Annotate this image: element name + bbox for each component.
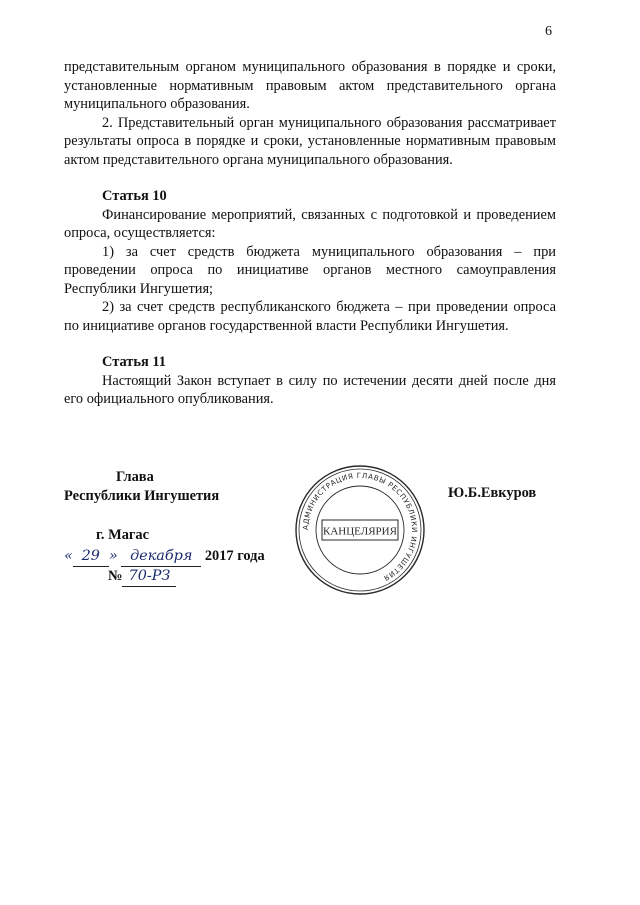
paragraph-6: Настоящий Закон вступает в силу по истечении десяти дней после дня его официального опубликования. (64, 372, 556, 407)
date-year: 2017 года (204, 548, 265, 564)
paragraph-3: Финансирование мероприятий, связанных с подготовкой и проведением опроса, осуществляется: (64, 206, 556, 241)
signing-date (64, 547, 265, 567)
paragraph-4: 1) за счет средств бюджета муниципального образования – при проведении опроса по инициативе органов местного самоуправления Республики Ингушетия; (64, 243, 556, 297)
number-prefix: № (108, 568, 123, 584)
number-value: 70-РЗ (122, 567, 176, 587)
page-number: 6 (545, 24, 552, 39)
article-10-title: Статья 10 (102, 188, 167, 204)
seal-graphic (292, 462, 428, 598)
article-11-title: Статья 11 (102, 354, 166, 370)
paragraph-5: 2) за счет средств республиканского бюджета – при проведении опроса по инициативе органов государственной власти Республики Ингушетия. (64, 299, 556, 334)
paragraph-2: 2. Представительный орган муниципального образования рассматривает результаты опроса в порядке и сроки, установленные нормативным правовым актом представительного органа муниципального образования. (64, 114, 556, 168)
signature-block (64, 468, 265, 587)
date-month: декабря (121, 547, 201, 567)
law-text (64, 58, 556, 409)
law-number (108, 567, 265, 587)
signer-title-line-1: Глава (116, 469, 154, 485)
date-close-quote: » (108, 548, 118, 564)
seal-center-text: КАНЦЕЛЯРИЯ (323, 525, 397, 538)
signer-title-line-2: Республики Ингушетия (64, 488, 220, 504)
seal-ring-text: АДМИНИСТРАЦИЯ ГЛАВЫ РЕСПУБЛИКИ ИНГУШЕТИЯ (300, 470, 420, 583)
signing-city: г. Магас (96, 527, 150, 543)
date-day: 29 (73, 547, 109, 567)
scan-speck (496, 730, 500, 734)
paragraph-1: представительным органом муниципального образования в порядке и сроки, установленные нормативным правовым актом представительного органа муниципального образования. (64, 59, 556, 112)
official-seal (292, 462, 428, 598)
signer-name: Ю.Б.Евкуров (448, 485, 537, 501)
date-open-quote: « (64, 548, 73, 564)
